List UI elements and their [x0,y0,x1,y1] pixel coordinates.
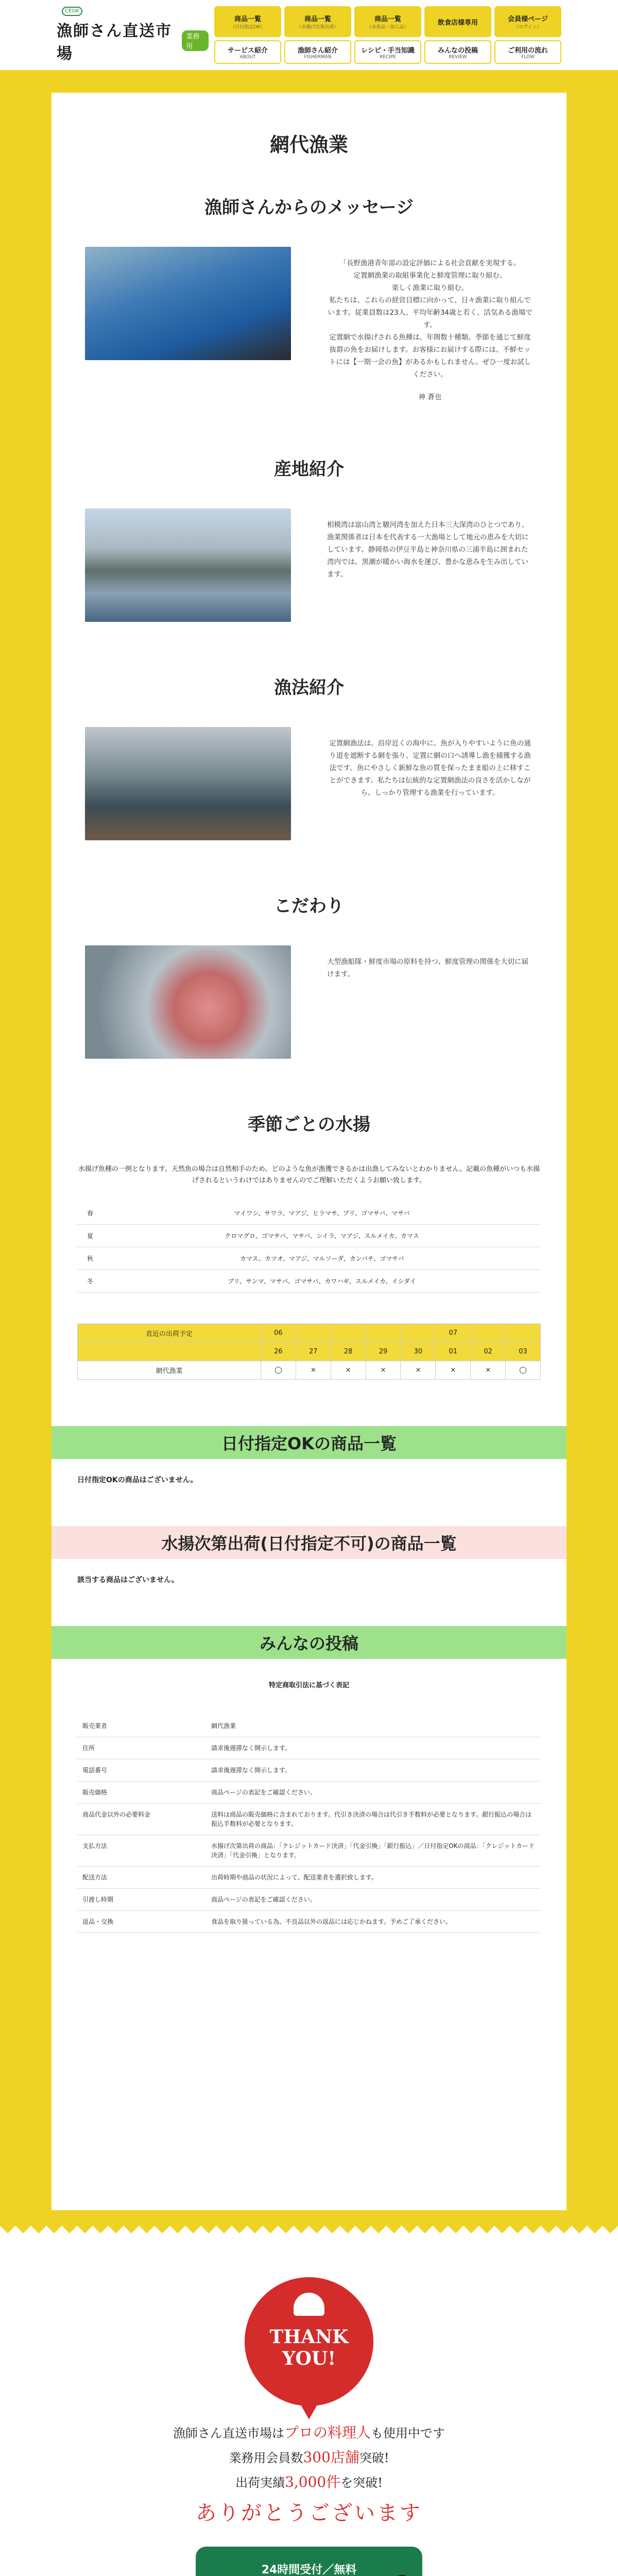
nav-products-asap[interactable]: 商品一覧 （水揚げ次第出荷） [284,6,351,37]
nav-fisherman[interactable]: 漁師さん紹介 FISHERMAN [284,40,351,64]
fisherman-photo [85,247,291,360]
thanks-section [0,2246,618,2576]
nav-products-date-ok[interactable]: 商品一覧 （日付指定OK） [214,6,281,37]
site-header [0,0,618,72]
table-row: 販売業者 網代漁業 [77,1715,541,1737]
thanks-big: ありがとうございます [196,2501,422,2525]
method-section [52,727,566,840]
nav-recipe[interactable]: レシピ・手当知識 RECIPE [354,40,421,64]
table-row: 返品・交換 食品を取り扱っている為、不良品以外の返品には応じかねます。予めご了承ください。 [77,1911,541,1933]
nav-products-processed[interactable]: 商品一覧 （水産品・加工品） [354,6,421,37]
region-section [52,509,566,622]
table-row: 配送方法 出荷時期や商品の状況によって、配送業者を選択致します。 [77,1867,541,1889]
table-row: 夏 クロマグロ、ゴマサバ、マサバ、シイラ、マアジ、スルメイカ、カマス [77,1225,541,1247]
logo-mark: CEOK [62,7,82,16]
commitment-section [52,945,566,1059]
zigzag-divider [0,2210,618,2246]
law-title: 特定商取引法に基づく表記 [268,1682,349,1689]
chef-hat-icon [294,2293,324,2316]
fishing-boat-photo [85,727,291,840]
region-text: 相模湾は富山湾と駿河湾を加えた日本三大深湾のひとつであり、漁業関係者は日本を代表する一大漁場として地元の恵みを大切にしています。静岡県の伊豆半島と神奈川県の三浦半島に囲まれた湾内では、黒潮が暖かい海水を運び、豊かな恵みを生み出しています。 [327,521,529,579]
coast-photo [85,509,291,622]
date-ok-heading: 日付指定OKの商品一覧 [52,1426,566,1459]
page-title: 網代漁業 [269,133,348,156]
fish-photo [85,945,291,1059]
message-section [52,247,566,403]
season-heading: 季節ごとの水揚 [248,1114,370,1135]
nav-restaurant[interactable]: 飲食店様専用 [424,6,491,37]
season-description: 水揚げ魚種の一例となります。天然魚の場合は自然相手のため、どのような魚が漁獲できるかは出漁してみないとわかりません。記載の魚種がいつも水揚げされるというわけではありませんのでご理解いただくようお願い致します。 [78,1165,540,1184]
asap-heading: 水揚次第出荷(日付指定不可)の商品一覧 [52,1526,566,1559]
nav-member-page[interactable]: 会員様ページ （ログイン） [494,6,561,37]
law-table [77,1715,541,1933]
method-text: 定置網漁法は、沿岸近くの海中に、魚が入りやすいように魚の通り道を遮断する網を張り、定置に網の口へ誘導し漁を捕獲する漁法です。魚にやさしく新鮮な魚の質を保ったまま船の上に移すことができます。私たちは伝統的な定置網漁法の良さを活かしながら、しっかり管理する漁業を行っています。 [329,739,531,797]
asap-empty: 該当する商品はございません。 [77,1576,179,1584]
table-row: 電話番号 請求後遅滞なく開示します。 [77,1759,541,1782]
logo-badge: 業務用 [182,30,209,51]
message-text: 「長野漁港青年部の設定評価による社会貢献を実現する。 定置網漁業の取組事業化と鮮度管理に取り組む。 楽しく漁業に取り組む。 私たちは、これらの経営目標に向かって、日々漁業に取り組んでいます。従業員数は23人、平均年齢34歳と若く、活気ある漁場です。 定置網で水揚げされる魚種は、年間数十種類。季節を通じて鮮度抜群の魚をお届けします。お客様にお届けする際には、不鮮セットには【一期一会の魚】があるかもしれません。ぜひ一度お試しください。 神 蒼也 [327,247,533,403]
table-row: 秋 カマス、カツオ、マアジ、マルソーダ、カンパチ、ゴマサバ [77,1247,541,1270]
main-nav [209,6,561,64]
table-row: 支払方法 水揚げ次第出荷の商品：「クレジットカード決済」「代金引換」「銀行振込」／日付指定OKの商品：「クレジットカード決済」「代金引換」となります。 [77,1835,541,1867]
date-ok-empty: 日付指定OKの商品はございません。 [77,1476,198,1484]
nav-review[interactable]: みんなの投稿 REVIEW [424,40,491,64]
thanks-line-1: 漁師さん直送市場はプロの料理人も使用中です [173,2424,445,2441]
table-row: 販売価格 商品ページの表記をご確認ください。 [77,1782,541,1804]
table-row: 網代漁業 ◯ × × × × × × ◯ [78,1361,541,1380]
table-row: 春 マイワシ、サワラ、マアジ、ヒラマサ、ブリ、ゴマサバ、マサバ [77,1202,541,1225]
season-table [77,1202,541,1293]
thanks-line-2: 業務用会員数300店舗突破! [229,2449,389,2466]
table-row: 住所 請求後遅滞なく開示します。 [77,1737,541,1759]
main-content [52,93,566,2210]
posts-heading: みんなの投稿 [52,1626,566,1659]
register-button[interactable]: 24時間受付／無料 [196,2547,422,2576]
site-logo[interactable] [57,7,209,63]
commitment-heading: こだわり [274,896,344,917]
region-heading: 産地紹介 [274,459,344,480]
shipping-calendar: 直近の出荷予定 06 07 26 27 28 29 30 01 02 03 網代漁業 ◯ × × × × × × ◯ [77,1324,541,1380]
table-row: 引渡し時期 商品ページの表記をご確認ください。 [77,1889,541,1911]
logo-name: 漁師さん直送市場 [57,22,172,63]
message-signature: 神 蒼也 [418,393,442,401]
message-heading: 漁師さんからのメッセージ [204,197,414,218]
nav-flow[interactable]: ご利用の流れ FLOW [494,40,561,64]
calendar-label: 直近の出荷予定 [78,1324,261,1343]
method-heading: 漁法紹介 [274,677,344,698]
table-row: 冬 ブリ、サンマ、マサバ、ゴマサバ、カワハギ、スルメイカ、イシダイ [77,1270,541,1293]
table-row: 商品代金以外の必要料金 送料は商品の販売価格に含まれております。代引き決済の場合は代引き手数料が必要となります。銀行振込の場合は振込手数料が必要となります。 [77,1804,541,1835]
thank-you-badge: THANK YOU! [245,2277,373,2406]
thanks-line-3: 出荷実績3,000件を突破! [235,2473,383,2490]
commitment-text: 大型漁船隊・鮮度市場の原料を持つ、鮮度管理の関係を大切に届けます。 [327,958,528,978]
nav-about[interactable]: サービス紹介 ABOUT [214,40,281,64]
